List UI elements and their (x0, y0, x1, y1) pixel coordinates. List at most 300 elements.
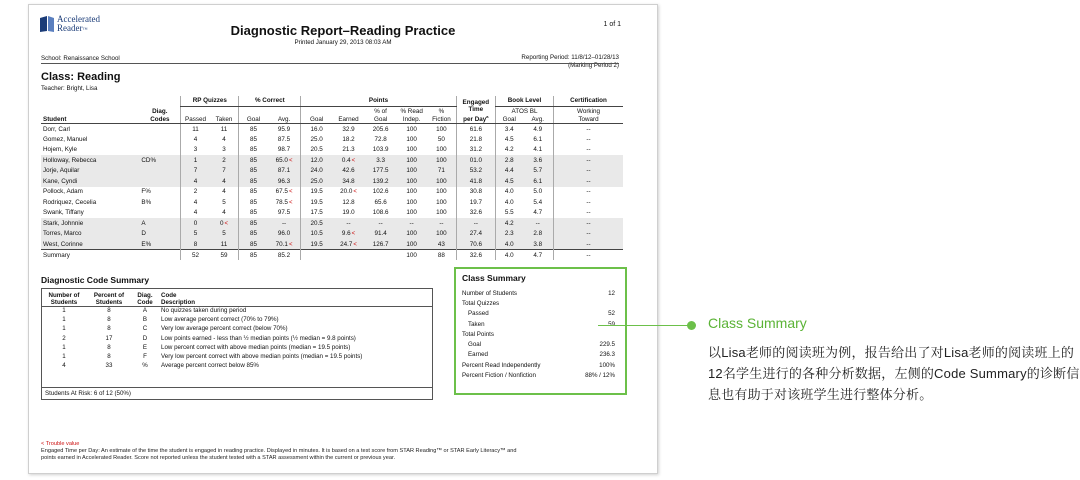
pct-of-goal-value: 91.4 (374, 230, 387, 238)
certification-value: -- (586, 251, 591, 259)
class-summary-value: 12 (608, 289, 615, 297)
bl-goal-value: 5.5 (504, 209, 514, 217)
student-row (41, 197, 623, 208)
engaged-time-value: 53.2 (469, 167, 482, 175)
pct-fiction-value: 71 (437, 167, 445, 175)
col-pct-goal: Goal (239, 115, 268, 124)
dcs-number: 2 (62, 334, 66, 342)
bl-avg-value: 5.7 (533, 167, 543, 175)
diag-code (139, 218, 180, 229)
dcs-number: 4 (62, 362, 66, 370)
engaged-time-value: 32.6 (469, 209, 482, 217)
bl-goal (496, 124, 523, 135)
engaged-time (456, 250, 495, 261)
student-name-value: Summary (43, 251, 70, 259)
pct-of-goal-value: 102.6 (372, 188, 389, 196)
certification-value: -- (586, 177, 591, 185)
points-earned-value: 0.4 (341, 156, 351, 164)
diag-code (139, 187, 180, 198)
engaged-time-value: 61.6 (469, 125, 482, 133)
bl-avg (522, 218, 553, 229)
pct-read-indep (396, 176, 427, 187)
working-label: Working (554, 106, 624, 115)
dcs-description: No quizzes taken during period (161, 307, 247, 315)
pct-of-goal (365, 134, 396, 145)
class-summary-value: 88% / 12% (585, 372, 615, 380)
pct-read-label: % Read (400, 107, 423, 115)
student-name (41, 218, 139, 229)
certification (554, 124, 624, 135)
pct-of-goal (365, 239, 396, 250)
pct-goal-value: 85 (250, 230, 258, 238)
per-day-label: per Day$^a$ (463, 114, 489, 124)
student-name-value: Pollock, Adam (43, 188, 83, 196)
pct-goal (239, 250, 268, 261)
dcs-row (42, 361, 432, 370)
dcs-code: B (142, 316, 148, 324)
pct-fiction-value: -- (439, 219, 444, 227)
points-earned-value: 42.6 (342, 167, 355, 175)
pct-goal (239, 229, 268, 240)
bl-avg (522, 229, 553, 240)
pct-read-indep-value: 100 (406, 188, 417, 196)
bl-goal-value: 4.0 (504, 188, 514, 196)
class-summary-value: 52 (608, 310, 615, 318)
points-earned (332, 229, 365, 240)
points-goal (301, 208, 332, 219)
dcs-row (42, 352, 432, 361)
engaged-time-note-2: points earned in Accelerated Reader. Score not reported unless the student tested with a STAR assessment within the current or previous year. (41, 455, 396, 461)
certification-value: -- (586, 156, 591, 164)
quizzes-taken (210, 239, 239, 250)
pct-fiction (427, 124, 456, 135)
certification-value: -- (586, 230, 591, 238)
pct-fiction (427, 239, 456, 250)
certification-value: -- (586, 188, 591, 196)
student-table (41, 96, 623, 260)
quizzes-passed-value: 3 (193, 146, 198, 154)
student-name (41, 155, 139, 166)
marking-period: (Marking Period 2) (568, 62, 619, 69)
dcs-percent: 8 (107, 325, 111, 333)
student-row (41, 187, 623, 198)
col-pct-of-goal: Goal (365, 115, 396, 124)
col-passed: Passed (181, 115, 210, 124)
points-goal-value: 16.0 (310, 125, 323, 133)
points-goal (301, 155, 332, 166)
quizzes-taken-value: 59 (220, 251, 228, 259)
pct-goal-value: 85 (250, 177, 258, 185)
pct-goal (239, 145, 268, 156)
bl-avg-value: 4.7 (533, 209, 543, 217)
pct-of-goal-value: 205.6 (372, 125, 389, 133)
quizzes-taken-value: 4 (222, 177, 226, 185)
students-at-risk: Students At Risk: 6 of 12 (50%) (45, 390, 131, 397)
bl-goal-value: 4.0 (504, 251, 514, 259)
points-earned-value: 32.9 (342, 125, 355, 133)
class-summary-line (462, 350, 619, 360)
points-earned-value: 34.8 (342, 177, 355, 185)
engaged-time (456, 208, 495, 219)
pct-fiction-value: 100 (436, 198, 447, 206)
class-summary-label: Goal (468, 341, 482, 349)
bl-avg (522, 166, 553, 177)
diag-code (139, 145, 180, 156)
class-summary-label: Passed (468, 310, 489, 318)
bl-goal (496, 208, 523, 219)
certification (554, 250, 624, 261)
points-goal (301, 176, 332, 187)
certification-value: -- (586, 146, 591, 154)
points-goal-value: 10.5 (310, 230, 323, 238)
col-bl-avg: Avg. (522, 115, 553, 124)
pct-read-indep (396, 124, 427, 135)
student-name (41, 229, 139, 240)
class-summary-box (454, 267, 627, 395)
quizzes-passed (181, 145, 210, 156)
dcs-percent: 8 (107, 316, 111, 324)
student-row (41, 208, 623, 219)
bl-goal-value: 4.4 (504, 167, 514, 175)
bl-avg (522, 187, 553, 198)
col-bl-goal: Goal (496, 115, 523, 124)
pct-fiction (427, 145, 456, 156)
pct-goal-value: 85 (250, 219, 258, 227)
student-row (41, 155, 623, 166)
pct-of-goal (365, 176, 396, 187)
student-name-value: Gomez, Manuel (43, 135, 88, 143)
quizzes-passed (181, 134, 210, 145)
dcs-diag1: Diag. (137, 291, 153, 299)
points-goal-value: 19.5 (310, 240, 323, 248)
student-name (41, 134, 139, 145)
points-earned (332, 145, 365, 156)
bl-avg (522, 250, 553, 261)
quizzes-taken-value: 5 (222, 198, 226, 206)
dcs-code1: Code (161, 291, 177, 299)
quizzes-passed-value: 4 (193, 198, 198, 206)
pct-fiction-value: 100 (436, 188, 447, 196)
certification-value: -- (586, 209, 591, 217)
student-name-value: Jorje, Aquilar (43, 167, 80, 175)
pct-fiction (427, 208, 456, 219)
dcs-num2: Students (50, 298, 78, 306)
trouble-marker-icon: < (353, 241, 357, 248)
quizzes-taken (210, 250, 239, 261)
pct-avg-value: 95.9 (277, 125, 291, 133)
student-name (41, 124, 139, 135)
pct-fiction (427, 155, 456, 166)
pct-avg-value: 96.0 (277, 230, 291, 238)
pct-read-indep-value: 100 (406, 251, 417, 259)
pct-read-indep (396, 197, 427, 208)
pct-goal-value: 85 (250, 146, 258, 154)
pct-avg-value: 97.5 (277, 209, 291, 217)
pct-fiction (427, 218, 456, 229)
certification-value: -- (586, 240, 591, 248)
student-row (41, 145, 623, 156)
pct-avg-value: 70.1 (275, 240, 288, 248)
student-row (41, 239, 623, 250)
quizzes-taken (210, 187, 239, 198)
pct-fiction (427, 176, 456, 187)
engaged-time-value: 70.6 (469, 240, 482, 248)
student-name (41, 187, 139, 198)
quizzes-taken (210, 208, 239, 219)
dcs-description: Low points earned - less than ½ median points (½ median = 9.8 points) (161, 334, 356, 342)
points-goal-value: 25.0 (310, 177, 323, 185)
pct-avg-value: 87.5 (277, 135, 291, 143)
dcs-col-number (42, 289, 86, 306)
group-certification: Certification (554, 96, 624, 106)
pct-of-goal (365, 218, 396, 229)
student-row (41, 166, 623, 177)
pct-read-indep (396, 134, 427, 145)
bl-avg-value: 2.8 (533, 230, 543, 238)
class-title: Class: Reading (41, 71, 121, 83)
student-row (41, 124, 623, 135)
pct-fiction (427, 134, 456, 145)
quizzes-passed (181, 155, 210, 166)
points-earned (332, 166, 365, 177)
quizzes-taken (210, 176, 239, 187)
engaged-time (456, 218, 495, 229)
pct-goal (239, 124, 268, 135)
points-earned-value: 21.3 (342, 146, 355, 154)
dcs-row (42, 306, 432, 315)
pct-avg-value: 65.0 (275, 156, 288, 164)
engaged-time-value: -- (473, 219, 478, 227)
pct-read-indep (396, 229, 427, 240)
points-earned-value: 24.7 (340, 240, 353, 248)
dcs-code2: Description (161, 298, 196, 306)
pct-fiction (427, 229, 456, 240)
dcs-diag2: Code (137, 298, 153, 306)
points-goal (301, 134, 332, 145)
dcs-code: F (143, 353, 147, 361)
bl-goal-value: 3.4 (504, 125, 514, 133)
class-summary-label: Percent Read Independently (462, 361, 541, 369)
student-name (41, 208, 139, 219)
class-summary-label: Earned (468, 351, 488, 359)
atos-label: ATOS BL (496, 106, 554, 115)
bl-goal (496, 187, 523, 198)
pct-read-indep-value: 100 (406, 209, 417, 217)
quizzes-passed-value: 4 (193, 209, 198, 217)
dcs-percent: 8 (107, 343, 111, 351)
pct-goal-value: 85 (250, 167, 258, 175)
trouble-marker-icon: < (351, 231, 356, 238)
certification-value: -- (586, 135, 591, 143)
student-name-value: Rodriquez, Cecelia (43, 198, 97, 206)
pct-goal (239, 155, 268, 166)
pct-fiction (427, 166, 456, 177)
pct-of-goal-value: 65.6 (374, 198, 387, 206)
trouble-marker-icon: < (288, 199, 293, 206)
class-summary-title: Class Summary (462, 273, 526, 283)
class-summary-lines (462, 288, 619, 381)
engaged-time (456, 124, 495, 135)
report-title: Diagnostic Report–Reading Practice (230, 23, 456, 38)
certification (554, 155, 624, 166)
per-day-text: per Day (463, 116, 487, 124)
pct-fiction (427, 187, 456, 198)
student-name (41, 145, 139, 156)
certification (554, 218, 624, 229)
pct-of-goal (365, 155, 396, 166)
callout-connector (598, 325, 690, 326)
points-goal-value: 25.0 (310, 135, 323, 143)
trouble-marker-icon: < (351, 157, 356, 164)
certification-value: -- (586, 125, 591, 133)
pct-of-goal (365, 124, 396, 135)
quizzes-passed (181, 250, 210, 261)
student-name (41, 239, 139, 250)
pct-goal-value: 85 (250, 209, 258, 217)
dcs-pct2: Students (95, 298, 123, 306)
class-summary-label: Percent Fiction / Nonfiction (462, 372, 536, 380)
pct-of-goal (365, 208, 396, 219)
dcs-col-percent (86, 289, 132, 306)
class-summary-line (462, 360, 619, 370)
certification (554, 145, 624, 156)
bl-goal-value: 4.5 (504, 177, 514, 185)
pct-of-goal-value: 108.6 (372, 209, 389, 217)
dcs-percent: 17 (105, 334, 113, 342)
pct-read-indep-value: 100 (406, 198, 417, 206)
bl-goal-value: 4.2 (504, 219, 514, 227)
dcs-row (42, 324, 432, 333)
points-goal-value: 24.0 (310, 167, 323, 175)
pct-of-goal (365, 166, 396, 177)
col-earned: Earned (332, 115, 365, 124)
printed-date: Printed January 29, 2013 08:03 AM (294, 39, 392, 46)
certification (554, 176, 624, 187)
points-goal (301, 145, 332, 156)
logo-line2: Reader (57, 23, 83, 33)
bl-goal-value: 4.0 (504, 240, 514, 248)
trouble-marker-icon: < (288, 241, 293, 248)
points-earned (332, 197, 365, 208)
group-pct-correct: % Correct (239, 96, 301, 106)
dcs-percent: 33 (105, 362, 113, 370)
diag-label: Diag. (152, 107, 168, 115)
pct-avg (268, 250, 301, 261)
class-summary-line (462, 309, 619, 319)
student-name-value: Swank, Tiffany (43, 209, 84, 217)
pct-read-indep-value: 100 (406, 177, 417, 185)
col-pct-avg: Avg. (268, 115, 301, 124)
certification (554, 166, 624, 177)
pct-read-indep (396, 218, 427, 229)
diag-code (139, 134, 180, 145)
student-name-value: Holloway, Rebecca (43, 156, 97, 164)
bl-avg (522, 134, 553, 145)
pct-goal (239, 208, 268, 219)
quizzes-taken-value: 2 (222, 156, 226, 164)
engaged-time (456, 155, 495, 166)
bl-goal-value: 4.5 (504, 135, 514, 143)
class-summary-label: Number of Students (462, 289, 518, 297)
points-goal-value: 19.5 (310, 188, 323, 196)
pct-avg (268, 124, 301, 135)
points-goal-value: 17.5 (310, 209, 323, 217)
pct-of-goal (365, 250, 396, 261)
engaged-time (456, 229, 495, 240)
trouble-marker-icon: < (288, 189, 293, 196)
quizzes-taken-value: 7 (222, 167, 226, 175)
pct-of-goal (365, 187, 396, 198)
dcs-code: A (142, 307, 148, 315)
bl-avg (522, 145, 553, 156)
pct-fiction-value: 100 (436, 209, 447, 217)
teacher-name: Teacher: Bright, Lisa (41, 85, 98, 92)
class-summary-line (462, 329, 619, 339)
diag-code (139, 155, 180, 166)
points-goal-value: 20.5 (310, 219, 323, 227)
summary-row (41, 250, 623, 261)
quizzes-taken (210, 124, 239, 135)
points-earned-value: 9.6 (341, 230, 351, 238)
bl-goal-value: 2.3 (504, 230, 514, 238)
col-cert: Toward (554, 115, 624, 124)
bl-goal (496, 197, 523, 208)
pct-avg (268, 197, 301, 208)
trouble-marker-icon: < (224, 220, 229, 227)
dcs-code: D (142, 334, 148, 342)
points-goal-value: 19.5 (310, 198, 323, 206)
class-summary-value: 59 (608, 320, 615, 328)
pct-read-indep-value: 100 (406, 167, 417, 175)
bl-goal (496, 176, 523, 187)
diag-code-value: E% (141, 240, 152, 248)
dcs-number: 1 (62, 353, 66, 361)
callout-dot-icon (687, 321, 696, 330)
pct-avg (268, 134, 301, 145)
bl-avg (522, 176, 553, 187)
col-pct-fiction: Fiction (427, 115, 456, 124)
points-goal-value: 12.0 (310, 156, 323, 164)
engaged-time (456, 166, 495, 177)
dcs-description: Very low percent correct with above median points (median = 19.5 points) (161, 353, 363, 361)
class-summary-line (462, 298, 619, 308)
bl-avg (522, 208, 553, 219)
student-name-value: Hojem, Kyle (43, 146, 77, 154)
pct-of-goal-value: 126.7 (372, 240, 389, 248)
class-summary-label: Taken (468, 320, 485, 328)
diag-code (139, 229, 180, 240)
dcs-code: C (142, 325, 148, 333)
class-summary-line (462, 319, 619, 329)
bl-avg (522, 197, 553, 208)
pct-goal (239, 134, 268, 145)
pct-goal (239, 218, 268, 229)
engaged-time-value: 41.8 (469, 177, 482, 185)
engaged-time (456, 239, 495, 250)
dcs-description: Low average percent correct (70% to 79%) (161, 316, 279, 324)
quizzes-passed (181, 197, 210, 208)
student-name (41, 250, 139, 261)
pct-goal-value: 85 (250, 125, 258, 133)
bl-avg-value: 3.6 (533, 156, 543, 164)
pct-fiction-value: 88 (437, 251, 445, 259)
dcs-description: Low percent correct with above median points (median = 19.5 points) (161, 343, 351, 351)
pct-goal (239, 239, 268, 250)
bl-avg-value: 5.4 (533, 198, 543, 206)
col-codes: Codes (139, 115, 180, 124)
engaged-time-value: 21.8 (469, 135, 482, 143)
bl-avg-value: -- (535, 219, 540, 227)
